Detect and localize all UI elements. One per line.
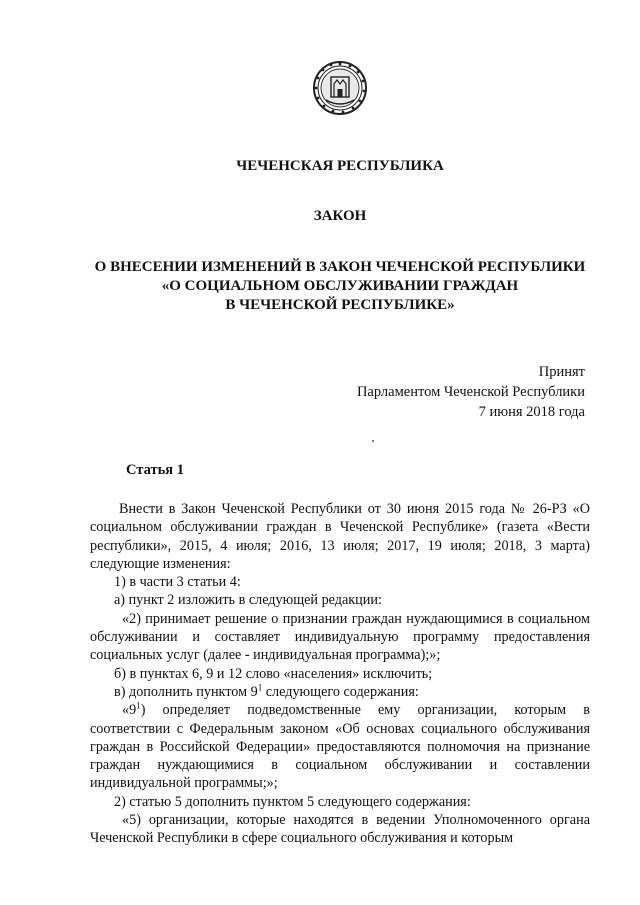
article-body xyxy=(90,500,590,848)
quote-9-1-prefix: «9 xyxy=(122,702,137,719)
item-v-superscript: 1 xyxy=(257,682,263,693)
law-title-line-1: О ВНЕСЕНИИ ИЗМЕНЕНИЙ В ЗАКОН ЧЕЧЕНСКОЙ РЕСПУБЛИКИ xyxy=(94,259,586,275)
document-type: ЗАКОН xyxy=(313,208,367,224)
paragraph-quote-5: «5) организации, которые находятся в ведении Уполномоченного органа Чеченской Республики в сфере социального обслуживания и которым xyxy=(90,812,590,847)
coat-of-arms-emblem xyxy=(312,60,368,116)
quote-9-1-text: ) определяет подведомственные ему организации, которым в соответствии с Федеральным законом «Об основах социального обслуживания граждан в Российской Федерации» предоставляются полномочия на признание граждан нуждающимися в социальном обслуживании и составлении индивидуальной программы;»; xyxy=(90,702,590,792)
paragraph-item-v xyxy=(90,683,590,701)
paragraph-item-b: б) в пунктах 6, 9 и 12 слово «населения» исключить; xyxy=(114,665,433,682)
adoption-block xyxy=(357,362,585,422)
paragraph-quote-2: «2) принимает решение о признании граждан нуждающимися в социальном обслуживании и составляет индивидуальную программу предоставления социальных услуг (далее - индивидуальная программа);»; xyxy=(90,610,590,664)
item-v-text: в) дополнить пунктом 9 xyxy=(114,683,258,700)
scan-speck xyxy=(372,440,374,442)
adoption-body: Парламентом Чеченской Республики xyxy=(356,384,585,400)
paragraph-item-2: 2) статью 5 дополнить пунктом 5 следующего содержания: xyxy=(114,793,471,810)
item-v-text-tail: следующего содержания: xyxy=(262,683,419,700)
quote-9-1-superscript: 1 xyxy=(136,700,141,711)
law-title xyxy=(60,258,620,315)
paragraph-item-1: 1) в части 3 статьи 4: xyxy=(114,574,241,591)
republic-name: ЧЕЧЕНСКАЯ РЕСПУБЛИКА xyxy=(236,158,444,174)
adoption-date: 7 июня 2018 года xyxy=(478,404,585,420)
law-title-line-3: В ЧЕЧЕНСКОЙ РЕСПУБЛИКЕ» xyxy=(225,297,455,313)
law-title-line-2: «О СОЦИАЛЬНОМ ОБСЛУЖИВАНИИ ГРАЖДАН xyxy=(161,278,519,294)
paragraph-quote-9-1 xyxy=(90,701,590,792)
paragraph-item-a: а) пункт 2 изложить в следующей редакции: xyxy=(114,592,382,609)
paragraph-intro: Внести в Закон Чеченской Республики от 30 июня 2015 года № 26-РЗ «О социальном обслуживании граждан в Чеченской Республике» (газета «Вести республики», 2015, 4 июля; 2016, 13 июля; 2017, 19 июля; 2018, 3 марта) следующие изменения: xyxy=(90,501,590,572)
article-heading: Статья 1 xyxy=(126,462,184,478)
adoption-label: Принят xyxy=(538,364,585,380)
